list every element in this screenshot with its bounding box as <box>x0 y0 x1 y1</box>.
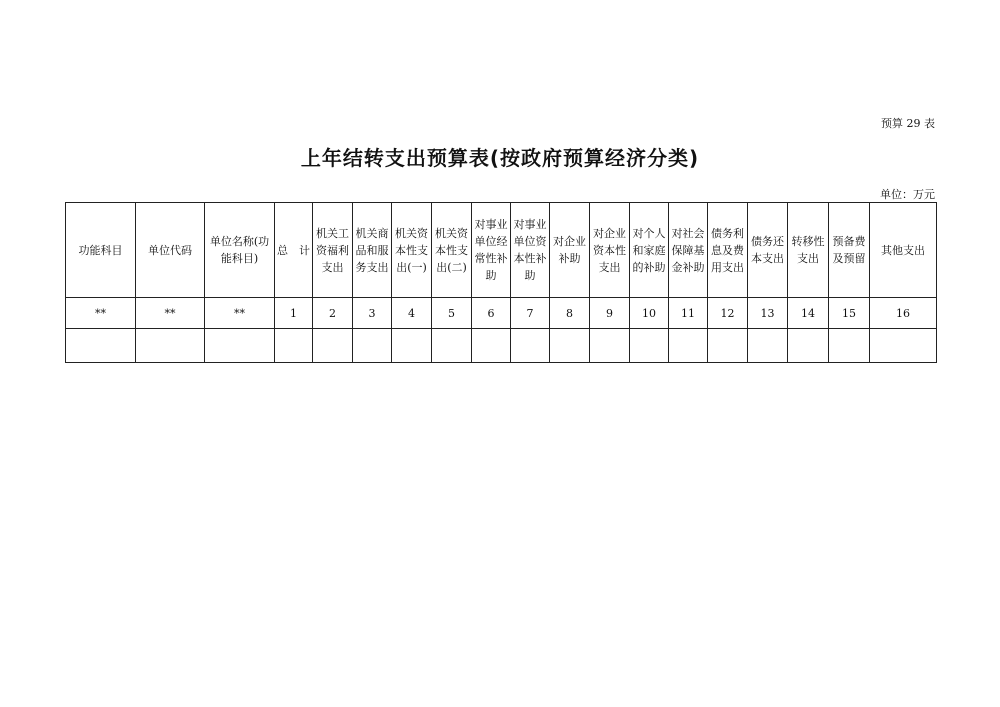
table-cell: 12 <box>708 298 748 329</box>
budget-table <box>65 202 937 363</box>
table-cell <box>275 329 313 363</box>
table-cell: 1 <box>275 298 313 329</box>
header-cell: 对事业单位经常性补助 <box>472 203 511 298</box>
header-cell: 转移性支出 <box>788 203 829 298</box>
table-cell: 8 <box>550 298 590 329</box>
table-cell: 13 <box>748 298 788 329</box>
header-cell: 对事业单位资本性补助 <box>511 203 550 298</box>
table-cell <box>313 329 353 363</box>
table-cell <box>353 329 392 363</box>
table-cell: 16 <box>870 298 937 329</box>
table-cell: 15 <box>829 298 870 329</box>
table-cell: 11 <box>669 298 708 329</box>
table-row <box>66 298 937 329</box>
header-cell: 对企业补助 <box>550 203 590 298</box>
table-cell: 9 <box>590 298 630 329</box>
page-title: 上年结转支出预算表(按政府预算经济分类) <box>300 146 700 170</box>
header-cell: 其他支出 <box>870 203 937 298</box>
table-cell <box>392 329 432 363</box>
table-row <box>66 329 937 363</box>
table-cell: 7 <box>511 298 550 329</box>
table-cell <box>472 329 511 363</box>
table-cell <box>136 329 205 363</box>
table-cell: 2 <box>313 298 353 329</box>
table-cell <box>708 329 748 363</box>
header-cell: 单位代码 <box>136 203 205 298</box>
header-cell: 债务还本支出 <box>748 203 788 298</box>
header-cell: 机关商品和服务支出 <box>353 203 392 298</box>
header-cell: 机关资本性支出(一) <box>392 203 432 298</box>
header-cell: 债务利息及费用支出 <box>708 203 748 298</box>
table-cell <box>66 329 136 363</box>
form-number: 预算 29 表 <box>881 117 935 130</box>
table-cell: 6 <box>472 298 511 329</box>
table-cell: 14 <box>788 298 829 329</box>
table-cell <box>630 329 669 363</box>
table-cell <box>205 329 275 363</box>
table-cell <box>669 329 708 363</box>
unit-label: 单位：万元 <box>880 188 935 201</box>
table-header-row <box>66 203 937 298</box>
table-cell: 10 <box>630 298 669 329</box>
table-cell: ** <box>66 298 136 329</box>
table-cell <box>590 329 630 363</box>
table-cell <box>550 329 590 363</box>
table-cell: 3 <box>353 298 392 329</box>
header-cell: 对个人和家庭的补助 <box>630 203 669 298</box>
table-cell <box>870 329 937 363</box>
table-cell <box>829 329 870 363</box>
table-cell: 4 <box>392 298 432 329</box>
table-cell <box>432 329 472 363</box>
header-cell: 对社会保障基金补助 <box>669 203 708 298</box>
table-cell <box>748 329 788 363</box>
table-cell: ** <box>205 298 275 329</box>
table-cell: ** <box>136 298 205 329</box>
table-cell: 5 <box>432 298 472 329</box>
table-cell <box>511 329 550 363</box>
header-cell: 功能科目 <box>66 203 136 298</box>
header-cell: 预备费及预留 <box>829 203 870 298</box>
header-cell: 机关工资福利支出 <box>313 203 353 298</box>
header-cell: 机关资本性支出(二) <box>432 203 472 298</box>
header-cell: 对企业资本性支出 <box>590 203 630 298</box>
table-cell <box>788 329 829 363</box>
header-cell: 单位名称(功能科目) <box>205 203 275 298</box>
header-cell: 总 计 <box>275 203 313 298</box>
